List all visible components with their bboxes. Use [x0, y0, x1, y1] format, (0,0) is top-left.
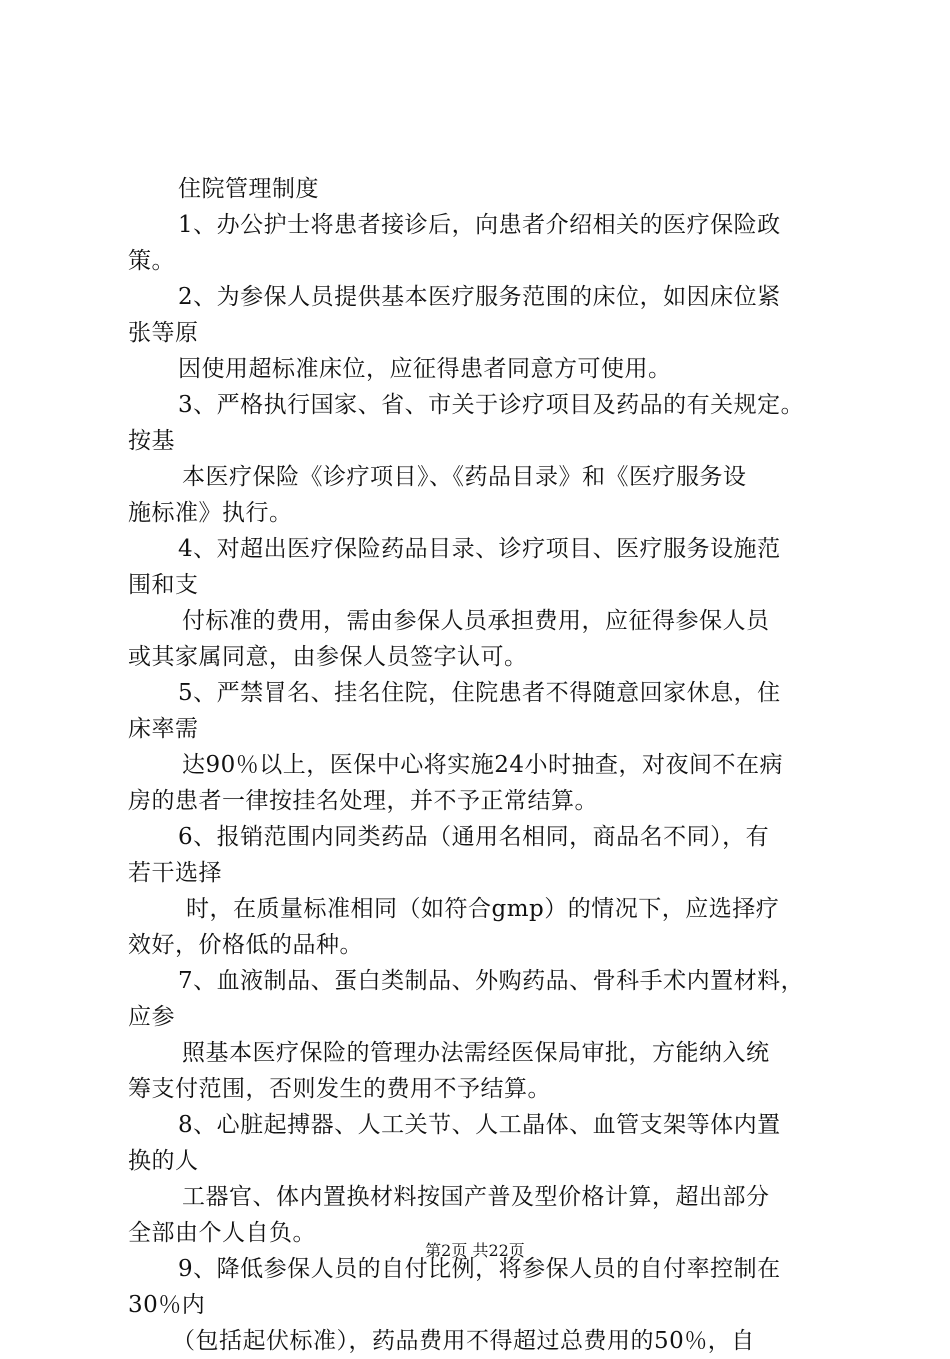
- text-line: 时，在质量标准相同（如符合gmp）的情况下，应选择疗: [186, 896, 780, 922]
- text-line: 策。: [128, 248, 175, 274]
- text-line: 付标准的费用，需由参保人员承担费用，应征得参保人员: [182, 608, 770, 634]
- document-body: [128, 171, 848, 1359]
- text-line: 换的人: [128, 1148, 199, 1174]
- text-line: 本医疗保险《诊疗项目》、《药品目录》和《医疗服务设: [182, 464, 747, 490]
- text-line: 6、报销范围内同类药品（通用名相同，商品名不同），有: [178, 824, 770, 850]
- text-line: 因使用超标准床位，应征得患者同意方可使用。: [178, 356, 672, 382]
- text-line: 照基本医疗保险的管理办法需经医保局审批，方能纳入统: [182, 1040, 770, 1066]
- text-line: 3、严格执行国家、省、市关于诊疗项目及药品的有关规定。: [178, 392, 805, 418]
- text-line: 或其家属同意，由参保人员签字认可。: [128, 644, 528, 670]
- text-line: （包括起伏标准），药品费用不得超过总费用的50％，自: [172, 1328, 755, 1354]
- text-line: 7、血液制品、蛋白类制品、外购药品、骨科手术内置材料，: [178, 968, 805, 994]
- text-line: 房的患者一律按挂名处理，并不予正常结算。: [128, 788, 598, 814]
- text-line: 施标准》执行。: [128, 500, 293, 526]
- text-line: 达90％以上，医保中心将实施24小时抽查，对夜间不在病: [182, 752, 784, 778]
- text-line: 应参: [128, 1004, 175, 1030]
- text-line: 效好，价格低的品种。: [128, 932, 363, 958]
- text-line: 2、为参保人员提供基本医疗服务范围的床位，如因床位紧: [178, 284, 781, 310]
- text-line: 8、心脏起搏器、人工关节、人工晶体、血管支架等体内置: [178, 1112, 781, 1138]
- text-line: 床率需: [128, 716, 199, 742]
- text-line: 全部由个人自负。: [128, 1220, 316, 1246]
- text-line: 4、对超出医疗保险药品目录、诊疗项目、医疗服务设施范: [178, 536, 781, 562]
- text-line: 9、降低参保人员的自付比例，将参保人员的自付率控制在: [178, 1256, 781, 1282]
- text-line: 1、办公护士将患者接诊后，向患者介绍相关的医疗保险政: [178, 212, 781, 238]
- page-footer: 第2页 共22页: [425, 1241, 525, 1260]
- text-line: 5、严禁冒名、挂名住院，住院患者不得随意回家休息，住: [178, 680, 781, 706]
- text-line: 按基: [128, 428, 175, 454]
- text-line: 若干选择: [128, 860, 222, 886]
- document-title: 住院管理制度: [178, 176, 319, 202]
- text-line: 30％内: [128, 1292, 206, 1318]
- text-line: 围和支: [128, 572, 199, 598]
- text-line: 工器官、体内置换材料按国产普及型价格计算，超出部分: [182, 1184, 770, 1210]
- text-line: 筹支付范围，否则发生的费用不予结算。: [128, 1076, 551, 1102]
- text-line: 张等原: [128, 320, 199, 346]
